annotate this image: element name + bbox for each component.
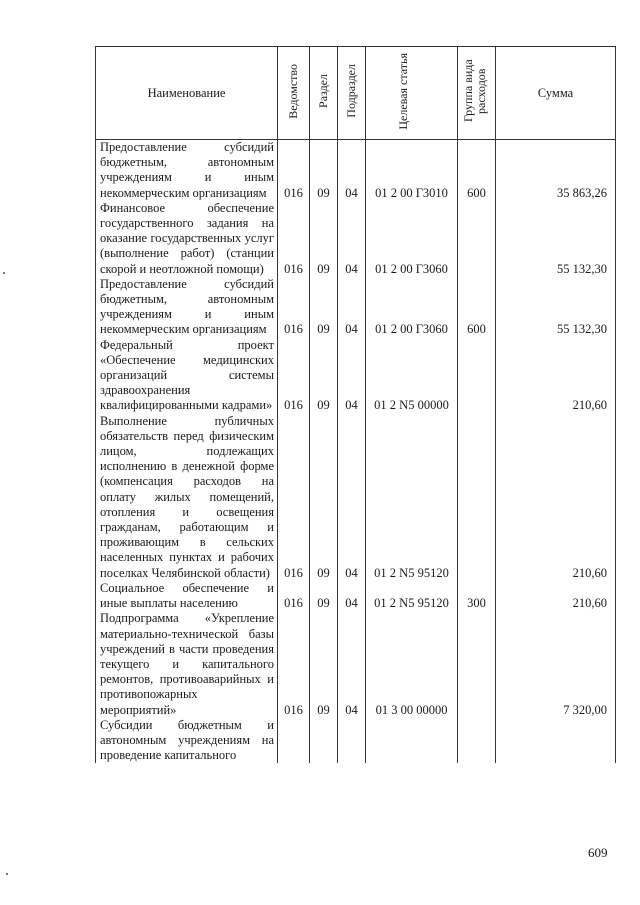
scan-mark — [6, 873, 8, 875]
table-row — [96, 718, 616, 764]
budget-table-container — [95, 46, 615, 763]
cell-name: Предоставление субсидий бюджетным, автономным учреждениям и иным некоммерческим организациям — [96, 277, 278, 338]
table-row — [96, 581, 616, 611]
header-name: Наименование — [96, 47, 278, 140]
cell-summa: 210,60 — [496, 338, 616, 414]
cell-vedomstvo — [278, 718, 310, 764]
cell-name: Предоставление субсидий бюджетным, автономным учреждениям и иным некоммерческим организациям — [96, 140, 278, 201]
table-row — [96, 414, 616, 581]
header-gruppa-vida-raskhodov: Группа вида расходов — [458, 47, 496, 140]
cell-celevaya-statya: 01 2 N5 00000 — [366, 338, 458, 414]
cell-summa: 7 320,00 — [496, 611, 616, 717]
cell-gruppa: 600 — [458, 140, 496, 201]
cell-vedomstvo: 016 — [278, 201, 310, 277]
cell-name: Социальное обеспечение и иные выплаты населению — [96, 581, 278, 611]
budget-table — [95, 46, 616, 763]
header-celevaya-statya: Целевая статья — [366, 47, 458, 140]
cell-celevaya-statya: 01 2 00 Г3060 — [366, 201, 458, 277]
cell-vedomstvo: 016 — [278, 611, 310, 717]
cell-celevaya-statya: 01 2 N5 95120 — [366, 414, 458, 581]
cell-podrazdel: 04 — [338, 581, 366, 611]
table-row — [96, 140, 616, 201]
page-number: 609 — [588, 845, 608, 860]
cell-podrazdel: 04 — [338, 201, 366, 277]
table-row — [96, 201, 616, 277]
cell-gruppa — [458, 718, 496, 764]
cell-razdel: 09 — [310, 140, 338, 201]
cell-name: Субсидии бюджетным и автономным учреждениям на проведение капитального — [96, 718, 278, 764]
cell-gruppa — [458, 201, 496, 277]
table-row — [96, 611, 616, 717]
cell-celevaya-statya: 01 2 00 Г3010 — [366, 140, 458, 201]
cell-vedomstvo: 016 — [278, 414, 310, 581]
cell-summa: 35 863,26 — [496, 140, 616, 201]
cell-name: Финансовое обеспечение государственного задания на оказание государственных услуг (выполнение работ) (станции скорой и неотложной помощи) — [96, 201, 278, 277]
cell-vedomstvo: 016 — [278, 140, 310, 201]
cell-vedomstvo: 016 — [278, 338, 310, 414]
cell-gruppa: 300 — [458, 581, 496, 611]
cell-vedomstvo: 016 — [278, 277, 310, 338]
table-row — [96, 338, 616, 414]
cell-podrazdel: 04 — [338, 338, 366, 414]
cell-podrazdel: 04 — [338, 611, 366, 717]
cell-summa: 210,60 — [496, 581, 616, 611]
cell-razdel — [310, 718, 338, 764]
cell-summa: 55 132,30 — [496, 277, 616, 338]
cell-vedomstvo: 016 — [278, 581, 310, 611]
cell-gruppa — [458, 414, 496, 581]
cell-summa: 210,60 — [496, 414, 616, 581]
cell-podrazdel — [338, 718, 366, 764]
header-summa: Сумма — [496, 47, 616, 140]
cell-celevaya-statya: 01 2 00 Г3060 — [366, 277, 458, 338]
cell-razdel: 09 — [310, 611, 338, 717]
cell-podrazdel: 04 — [338, 140, 366, 201]
cell-razdel: 09 — [310, 414, 338, 581]
cell-podrazdel: 04 — [338, 414, 366, 581]
cell-gruppa — [458, 338, 496, 414]
scan-mark — [3, 272, 5, 274]
cell-celevaya-statya — [366, 718, 458, 764]
cell-razdel: 09 — [310, 201, 338, 277]
cell-summa — [496, 718, 616, 764]
cell-gruppa — [458, 611, 496, 717]
cell-razdel: 09 — [310, 277, 338, 338]
cell-summa: 55 132,30 — [496, 201, 616, 277]
cell-name: Подпрограмма «Укрепление материально-технической базы учреждений в части проведения текущего и капитального ремонтов, противоаварийных и противопожарных мероприятий» — [96, 611, 278, 717]
cell-razdel: 09 — [310, 338, 338, 414]
cell-name: Выполнение публичных обязательств перед физическим лицом, подлежащих исполнению в денежной форме (компенсация расходов на оплату жилых помещений, отопления и освещения гражданам, работающим и проживающим в сельских населенных пунктах и рабочих поселках Челябинской области) — [96, 414, 278, 581]
header-vedomstvo: Ведомство — [278, 47, 310, 140]
cell-celevaya-statya: 01 2 N5 95120 — [366, 581, 458, 611]
cell-gruppa: 600 — [458, 277, 496, 338]
table-row — [96, 277, 616, 338]
cell-podrazdel: 04 — [338, 277, 366, 338]
cell-razdel: 09 — [310, 581, 338, 611]
header-podrazdel: Подраздел — [338, 47, 366, 140]
table-header-row — [96, 47, 616, 140]
cell-name: Федеральный проект «Обеспечение медицинских организаций системы здравоохранения квалифицированными кадрами» — [96, 338, 278, 414]
cell-celevaya-statya: 01 3 00 00000 — [366, 611, 458, 717]
header-razdel: Раздел — [310, 47, 338, 140]
